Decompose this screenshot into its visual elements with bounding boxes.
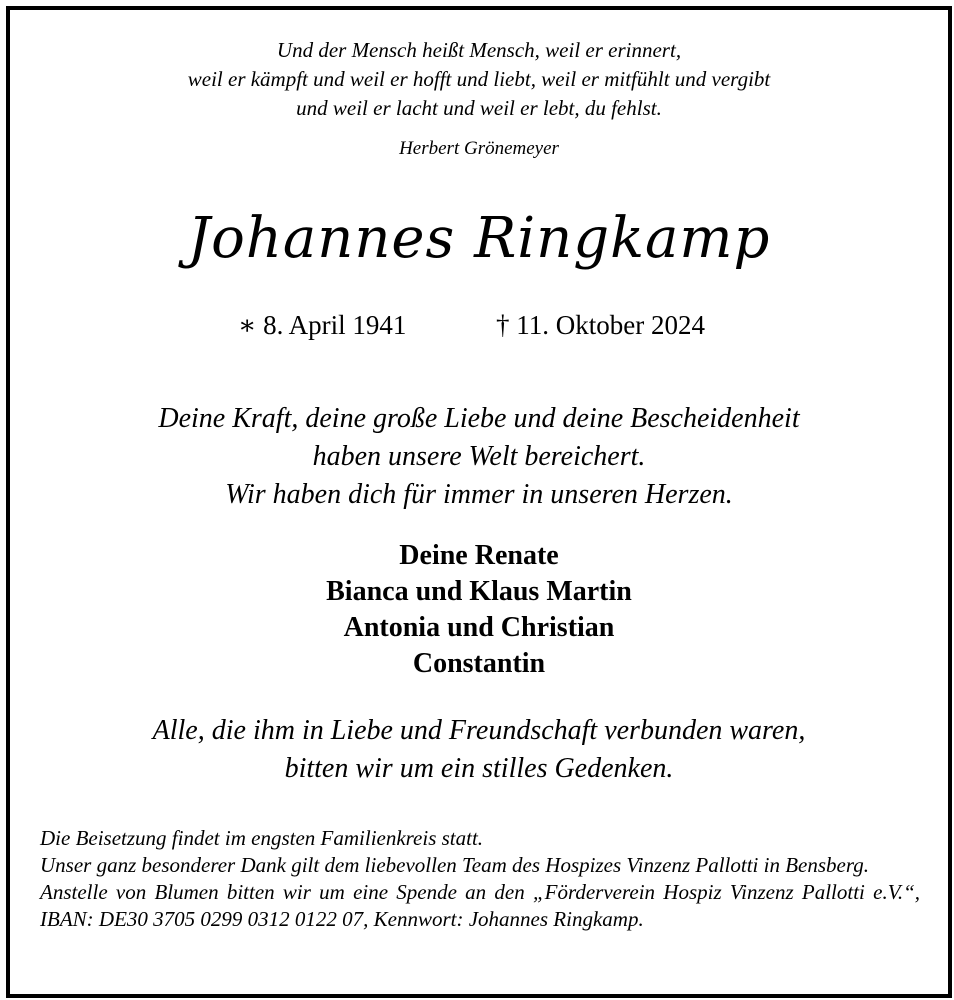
closing-line: Alle, die ihm in Liebe und Freundschaft verbunden waren,: [152, 715, 806, 746]
quote-author: Herbert Grönemeyer: [399, 138, 559, 159]
birth-date: ∗ 8. April 1941: [238, 310, 407, 340]
death-date: † 11. Oktober 2024: [496, 310, 705, 340]
funeral-note: Die Beisetzung findet im engsten Familienkreis statt.: [40, 826, 484, 850]
quote-line: und weil er lacht und weil er lebt, du fehlst.: [296, 96, 662, 120]
quote-block: [10, 36, 948, 123]
tribute-text: [10, 400, 948, 514]
quote-line: weil er kämpft und weil er hofft und liebt, weil er mitfühlt und vergibt: [187, 67, 771, 91]
obituary-content: [10, 10, 948, 994]
notes-block: [40, 825, 920, 933]
quote-line: Und der Mensch heißt Mensch, weil er erinnert,: [276, 38, 682, 62]
obituary-frame: [6, 6, 952, 998]
family-member: Antonia und Christian: [343, 612, 615, 643]
family-member: Deine Renate: [399, 540, 559, 571]
deceased-name: Johannes Ringkamp: [187, 206, 771, 271]
family-member: Bianca und Klaus Martin: [326, 576, 632, 607]
closing-line: bitten wir um ein stilles Gedenken.: [284, 753, 674, 784]
family-signatures: [10, 538, 948, 682]
thanks-note: Unser ganz besonderer Dank gilt dem liebevollen Team des Hospizes Vinzenz Pallotti in Bensberg.: [40, 853, 870, 877]
tribute-line: haben unsere Welt bereichert.: [312, 441, 646, 472]
tribute-line: Wir haben dich für immer in unseren Herzen.: [225, 479, 733, 510]
donation-note: Anstelle von Blumen bitten wir um eine Spende an den „Förderverein Hospiz Vinzenz Pallotti e.V.“, IBAN: DE30 3705 0299 0312 0122 07, Kennwort: Johannes Ringkamp.: [40, 880, 920, 931]
family-member: Constantin: [412, 648, 546, 679]
closing-text: [10, 712, 948, 788]
tribute-line: Deine Kraft, deine große Liebe und deine Bescheidenheit: [158, 403, 800, 434]
